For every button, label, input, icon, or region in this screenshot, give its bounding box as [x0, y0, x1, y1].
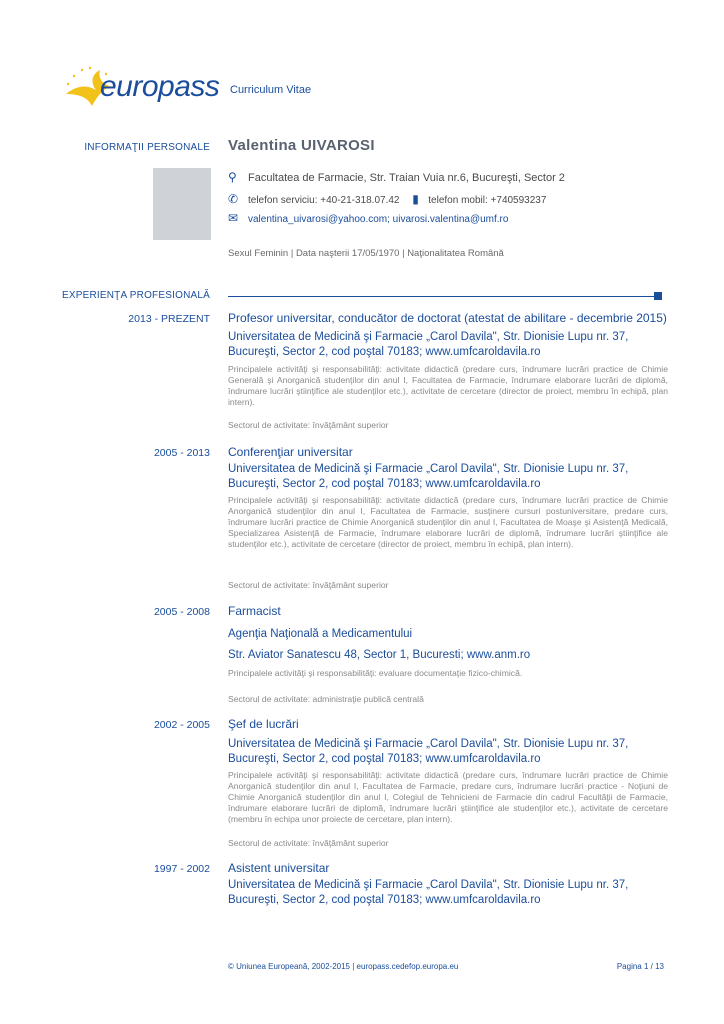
- photo-placeholder: [153, 168, 211, 240]
- europass-wordmark: europass: [100, 70, 220, 103]
- personal-meta: Sexul Feminin | Data naşterii 17/05/1970 | Naţionalitatea Română: [228, 248, 504, 259]
- person-name: Valentina UIVAROSI: [228, 137, 375, 154]
- job-title: Şef de lucrări: [228, 717, 299, 731]
- job-dates: 2013 - PREZENT: [128, 313, 210, 325]
- job-dates: 2005 - 2008: [153, 606, 210, 618]
- job-dates: 2005 - 2013: [153, 447, 210, 459]
- job-dates: 2002 - 2005: [153, 719, 210, 731]
- job-title: Farmacist: [228, 604, 281, 618]
- phone-work-text: telefon serviciu: +40-21-318.07.42: [248, 195, 400, 206]
- job-sector: Sectorul de activitate: învăţământ superior: [228, 580, 389, 590]
- document-title: Curriculum Vitae: [230, 84, 312, 96]
- job-employer: Universitatea de Medicină şi Farmacie „Carol Davila", Str. Dionisie Lupu nr. 37, Bucureşti, Sector 2, cod poştal 70183; www.umfcaroldavila.ro: [228, 331, 629, 358]
- job-title: Conferenţiar universitar: [228, 445, 353, 459]
- email-icon: ✉: [228, 211, 239, 225]
- job-sector: Sectorul de activitate: învăţământ superior: [228, 838, 389, 848]
- job-title: Asistent universitar: [228, 861, 330, 875]
- page-number: Pagina 1 / 13: [616, 962, 664, 971]
- address-row: [228, 170, 565, 184]
- section-divider: [228, 296, 658, 297]
- section-label-experience: EXPERIENŢA PROFESIONALĂ: [62, 290, 210, 301]
- job-sector: Sectorul de activitate: învăţământ superior: [228, 420, 389, 430]
- job-description: Principalele activităţi şi responsabilităţi: activitate didactică (predare curs, îndrumare lucrări practice de Chimie Anorganică studenţilor din anul I, Facultatea de Farmacie, predare curs, îndrumare lucrări practice - Noţiuni de Chimie Anorganică studenţilor din anul I, Colegiul de Tehnicieni de Farmacie din cadrul Facultăţii de Farmacie, îndrumare elaborare lucrări de diplomă, îndrumare lucrări ştiinţifice ale studenţilor etc.), activitate de cercetare (membru în echipa unor proiecte de cercetare, plan intern).: [228, 770, 668, 824]
- phone-mobile-text: telefon mobil: +740593237: [428, 195, 547, 206]
- job-employer: Universitatea de Medicină şi Farmacie „Carol Davila", Str. Dionisie Lupu nr. 37, Bucureşti, Sector 2, cod poştal 70183; www.umfcaroldavila.ro: [228, 879, 629, 906]
- job-description: Principalele activităţi şi responsabilităţi: activitate didactică (predare curs, îndrumare lucrări practice de Chimie Generală şi Anorganică studenţilor din anul I, Facultatea de Farmacie, îndrumare elaborare lucrări de diplomă, îndrumare lucrări ştiinţifice ale studenţilor etc.), activitate de cercetare (director de proiect, membru în echipă, plan intern).: [228, 364, 668, 407]
- email-link[interactable]: valentina_uivarosi@yahoo.com; uivarosi.valentina@umf.ro: [248, 214, 509, 225]
- phone-icon: ✆: [228, 192, 239, 206]
- job-employer: Universitatea de Medicină şi Farmacie „Carol Davila", Str. Dionisie Lupu nr. 37, Bucureşti, Sector 2, cod poştal 70183; www.umfcaroldavila.ro: [228, 463, 629, 490]
- location-pin-icon: ⚲: [228, 170, 237, 184]
- job-employer: Str. Aviator Sanatescu 48, Sector 1, Bucuresti; www.anm.ro: [228, 649, 531, 661]
- email-row: [228, 211, 508, 225]
- section-label-personal: INFORMAŢII PERSONALE: [84, 142, 210, 153]
- job-sector: Sectorul de activitate: administraţie publică centrală: [228, 694, 424, 704]
- job-employer: Universitatea de Medicină şi Farmacie „Carol Davila", Str. Dionisie Lupu nr. 37, Bucureşti, Sector 2, cod poştal 70183; www.umfcaroldavila.ro: [228, 738, 629, 765]
- job-description: Principalele activităţi şi responsabilităţi: evaluare documentaţie fizico-chimică.: [228, 668, 523, 678]
- section-divider-end-square: [654, 292, 662, 300]
- phone-row: [228, 192, 546, 206]
- footer-copyright: © Uniunea Europeană, 2002-2015 | europass.cedefop.europa.eu: [228, 962, 459, 971]
- job-title: Profesor universitar, conducător de doctorat (atestat de abilitare - decembrie 2015): [228, 311, 667, 325]
- address-text: Facultatea de Farmacie, Str. Traian Vuia nr.6, Bucureşti, Sector 2: [248, 172, 565, 184]
- job-description: Principalele activităţi şi responsabilităţi: activitate didactică (predare curs, îndrumare lucrări practice de Chimie Anorganică studenţilor din anul I, Facultatea de Farmacie, susţinere cursuri postuniversitare, predare curs, îndrumare lucrări practice de Chimie Anorganică studenţilor din anul I, Facultatea de Moaşe şi Asistenţă Medicală, Specializarea Asistenţă de Farmacie, îndrumare elaborare lucrări de diplomă, îndrumare lucrări ştiinţifice ale studenţilor etc.), activitate de cercetare (director de proiect, membru în echipă, plan intern).: [228, 495, 668, 549]
- mobile-phone-icon: ▮: [412, 192, 419, 206]
- job-dates: 1997 - 2002: [153, 863, 210, 875]
- job-employer-name: Agenţia Naţională a Medicamentului: [228, 628, 413, 640]
